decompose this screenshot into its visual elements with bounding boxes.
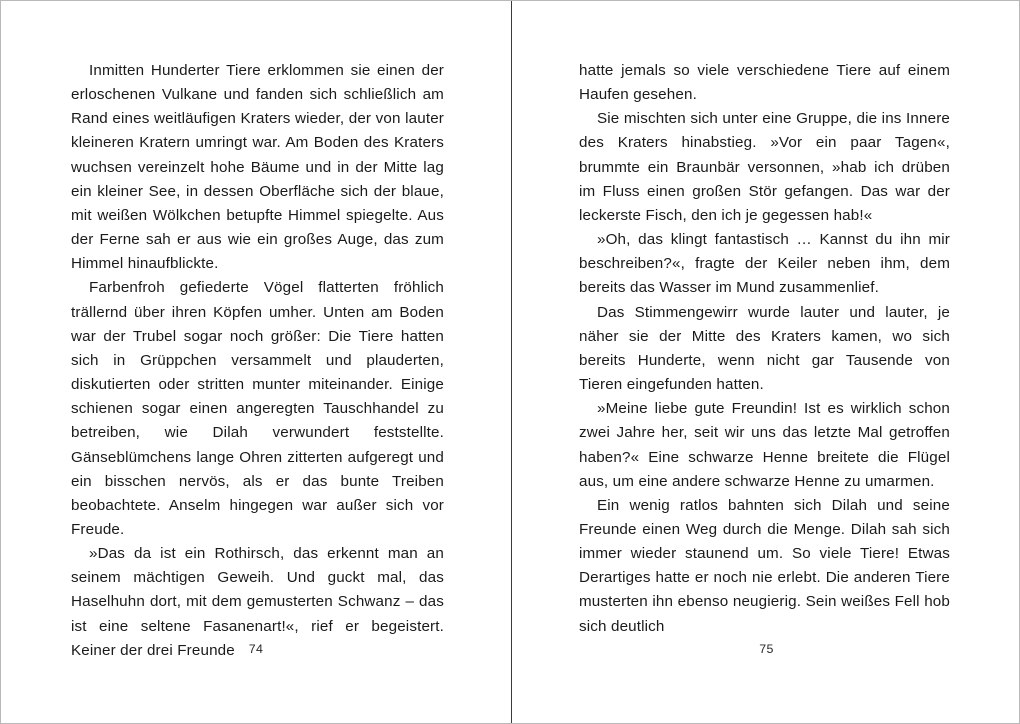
- paragraph: hatte jemals so viele verschiedene Tiere auf einem Haufen gesehen.: [579, 62, 950, 104]
- paragraph: »Meine liebe gute Freundin! Ist es wirklich schon zwei Jahre her, seit wir uns das letzte Mal getroffen haben?« Eine schwarze Henne breitete die Flügel aus, um eine andere schwarze Henne zu umarmen.: [579, 400, 950, 490]
- page-number-left: 74: [248, 642, 264, 656]
- paragraph: »Das da ist ein Rothirsch, das erkennt man an seinem mächtigen Geweih. Und guckt mal, das Haselhuhn dort, mit dem gemusterten Schwanz – das ist eine seltene Fasanenart!«, rief er begeistert. Keiner der drei Freunde: [71, 545, 444, 659]
- page-number-right: 75: [759, 642, 774, 656]
- paragraph: Inmitten Hunderter Tiere erklommen sie einen der erloschenen Vulkane und fanden sich schließlich am Rand eines weitläufigen Kraters wieder, der von lauter kleineren Kratern umringt war. Am Boden des Kraters wuchsen vereinzelt hohe Bäume und in der Mitte lag ein kleiner See, in dessen Oberfläche sich der blaue, mit weißen Wölkchen betupfte Himmel spiegelte. Aus der Ferne sah er aus wie ein großes Auge, das zum Himmel hinaufblickte.: [71, 62, 444, 273]
- paragraph: Sie mischten sich unter eine Gruppe, die ins Innere des Kraters hinabstieg. »Vor ein paar Tagen«, brummte ein Braunbär versonnen, »hab ich drüben im Fluss einen großen Stör gefangen. Das war der leckerste Fisch, den ich je gegessen hab!«: [579, 110, 950, 224]
- right-page-textblock: [579, 59, 950, 639]
- page-left: [1, 1, 511, 724]
- left-page-textblock: [71, 59, 444, 663]
- page-right: [512, 1, 1020, 724]
- paragraph: Farbenfroh gefiederte Vögel flatterten fröhlich trällernd über ihren Köpfen umher. Unten am Boden war der Trubel sogar noch größer: Die Tiere hatten sich in Grüppchen versammelt und plauderten, diskutierten oder stritten munter miteinander. Einige schienen sogar einen angeregten Tauschhandel zu betreiben, wie Dilah verwundert feststellte. Gänseblümchens lange Ohren zitterten aufgeregt und ein bisschen nervös, als er das bunte Treiben beobachtete. Anselm hingegen war außer sich vor Freude.: [71, 279, 444, 538]
- paragraph: »Oh, das klingt fantastisch … Kannst du ihn mir beschreiben?«, fragte der Keiler neben ihm, dem bereits das Wasser im Mund zusammenlief.: [579, 231, 950, 297]
- paragraph: Das Stimmengewirr wurde lauter und lauter, je näher sie der Mitte des Kraters kamen, wo sich bereits Hunderte, wenn nicht gar Tausende von Tieren eingefunden hatten.: [579, 303, 950, 394]
- paragraph: Ein wenig ratlos bahnten sich Dilah und seine Freunde einen Weg durch die Menge. Dilah sah sich immer wieder staunend um. So viele Tiere! Etwas Derartiges hatte er noch nie erlebt. Die anderen Tiere musterten ihn ebenso neugierig. Sein weißes Fell hob sich deutlich: [579, 496, 950, 635]
